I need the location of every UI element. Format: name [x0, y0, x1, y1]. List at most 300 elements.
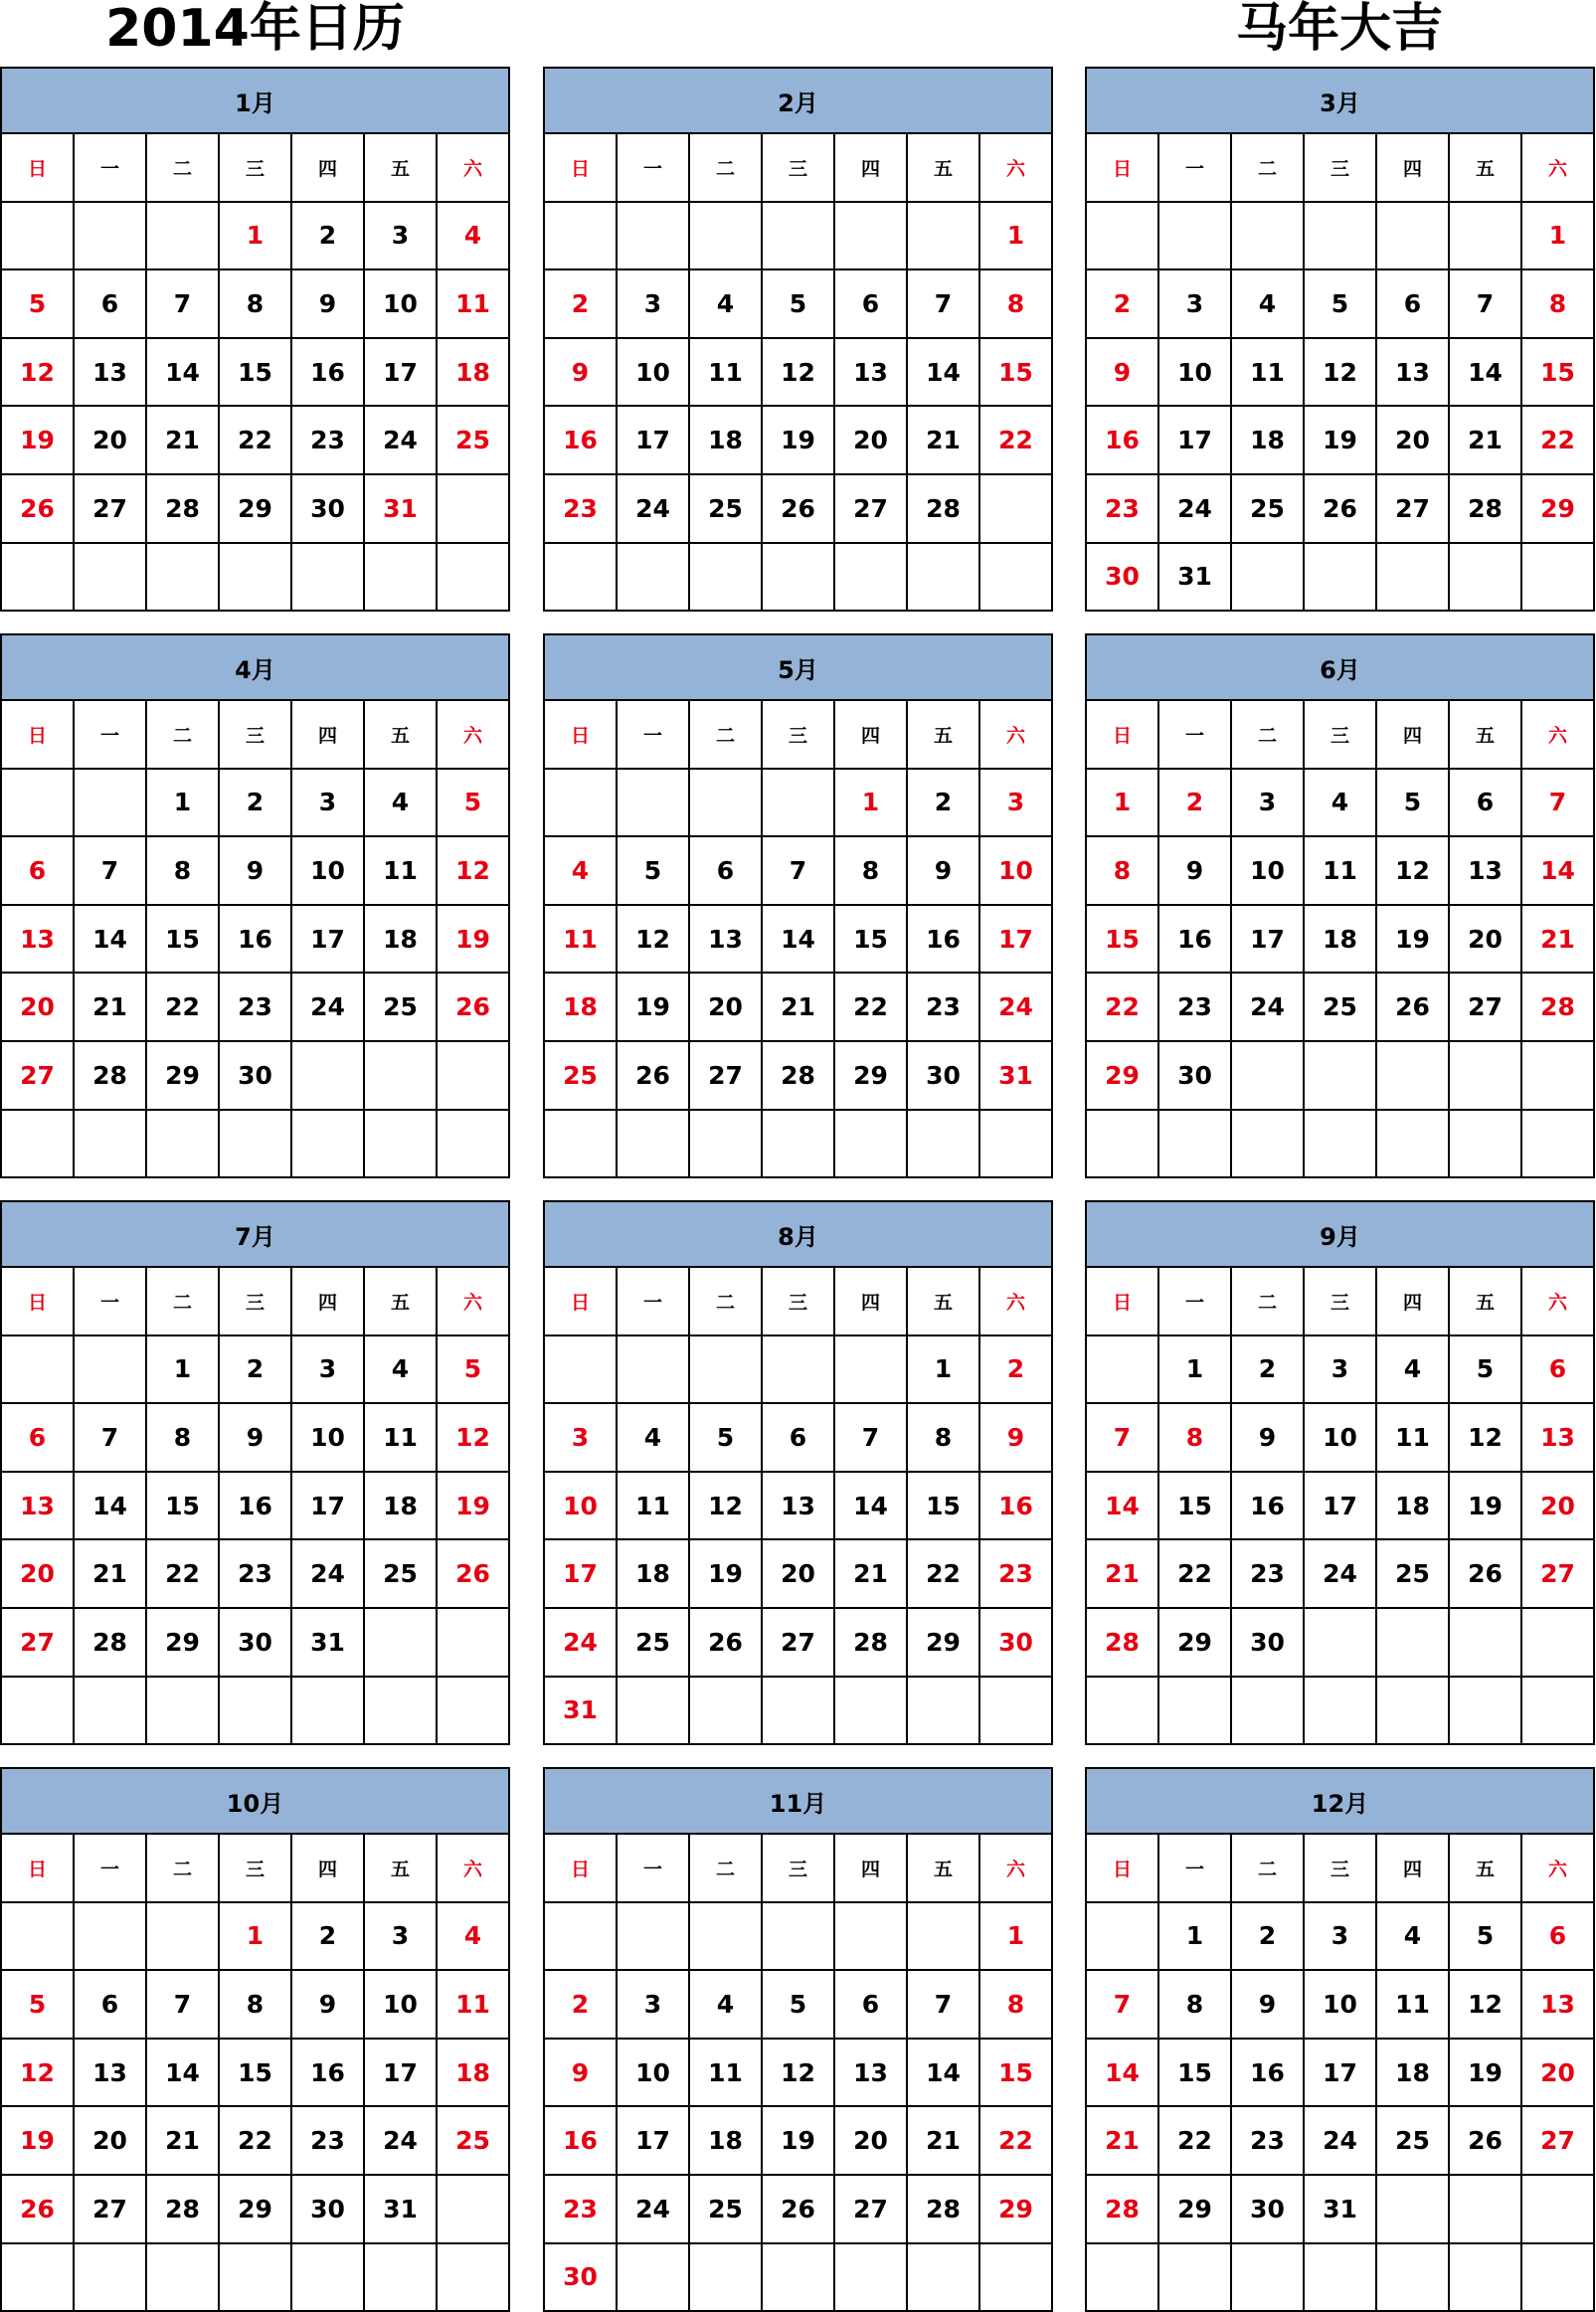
day-cell: 12: [1, 2039, 74, 2107]
day-cell: 4: [1376, 1902, 1449, 1971]
empty-day-cell: [1521, 1608, 1594, 1677]
week-row: [1086, 1970, 1594, 2039]
day-cell: 31: [364, 474, 437, 543]
month-grid: [1085, 1835, 1595, 2312]
month-10: [0, 1767, 510, 2300]
day-cell: 10: [1158, 338, 1231, 407]
empty-day-cell: [146, 2243, 219, 2312]
day-cell: 1: [834, 769, 907, 837]
day-cell: 16: [979, 1472, 1052, 1540]
day-cell: 27: [1449, 973, 1521, 1041]
weekday-label: 六: [437, 1268, 509, 1335]
day-cell: 11: [437, 269, 509, 338]
empty-day-cell: [1449, 1041, 1521, 1110]
week-row: [1086, 769, 1594, 837]
day-cell: 17: [1158, 406, 1231, 474]
day-cell: 21: [762, 973, 834, 1041]
week-row: [1086, 406, 1594, 474]
empty-day-cell: [1449, 1677, 1521, 1745]
month-header: 10月: [0, 1767, 510, 1835]
day-cell: 2: [544, 1970, 617, 2039]
day-cell: 8: [1521, 269, 1594, 338]
day-cell: 29: [219, 2175, 291, 2243]
month-header: 11月: [543, 1767, 1053, 1835]
weekday-label: 六: [437, 701, 509, 769]
day-cell: 27: [689, 1041, 762, 1110]
empty-day-cell: [762, 1110, 834, 1178]
empty-day-cell: [1376, 1608, 1449, 1677]
weekday-label: 三: [219, 134, 291, 202]
day-cell: 6: [1376, 269, 1449, 338]
day-cell: 1: [146, 1335, 219, 1404]
day-cell: 19: [762, 406, 834, 474]
empty-day-cell: [544, 202, 617, 270]
day-cell: 4: [617, 1403, 689, 1472]
weekday-header-row: [1086, 1835, 1594, 1902]
weekday-header-row: [544, 1268, 1052, 1335]
day-cell: 15: [219, 2039, 291, 2107]
day-cell: 1: [219, 1902, 291, 1971]
day-cell: 13: [1376, 338, 1449, 407]
week-row: [1, 1677, 509, 1745]
weekday-label: 五: [907, 1268, 979, 1335]
day-cell: 20: [834, 406, 907, 474]
empty-day-cell: [1231, 202, 1304, 270]
week-row: [1, 905, 509, 974]
day-cell: 18: [617, 1539, 689, 1608]
day-cell: 25: [689, 2175, 762, 2243]
day-cell: 27: [1, 1041, 74, 1110]
week-row: [1086, 1472, 1594, 1540]
day-cell: 22: [1158, 2106, 1231, 2175]
week-row: [1, 1902, 509, 1971]
day-cell: 1: [1158, 1335, 1231, 1404]
weekday-label: 六: [1521, 134, 1594, 202]
week-row: [1, 1539, 509, 1608]
day-cell: 21: [1521, 905, 1594, 974]
empty-day-cell: [1158, 2243, 1231, 2312]
week-row: [544, 269, 1052, 338]
day-cell: 5: [1449, 1902, 1521, 1971]
day-cell: 17: [617, 406, 689, 474]
empty-day-cell: [1158, 1110, 1231, 1178]
month-header: 3月: [1085, 67, 1595, 134]
day-cell: 18: [689, 2106, 762, 2175]
weekday-label: 四: [834, 701, 907, 769]
empty-day-cell: [617, 543, 689, 612]
day-cell: 25: [544, 1041, 617, 1110]
day-cell: 14: [1521, 836, 1594, 905]
month-9: [1085, 1200, 1595, 1733]
week-row: [1, 338, 509, 407]
weekday-label: 三: [762, 134, 834, 202]
day-cell: 22: [979, 2106, 1052, 2175]
empty-day-cell: [74, 769, 146, 837]
day-cell: 16: [1086, 406, 1158, 474]
day-cell: 12: [1, 338, 74, 407]
day-cell: 29: [907, 1608, 979, 1677]
day-cell: 7: [1086, 1403, 1158, 1472]
week-row: [1086, 836, 1594, 905]
day-cell: 14: [907, 2039, 979, 2107]
day-cell: 1: [1158, 1902, 1231, 1971]
day-cell: 30: [1158, 1041, 1231, 1110]
weekday-label: 一: [617, 134, 689, 202]
week-row: [544, 905, 1052, 974]
empty-day-cell: [1521, 1110, 1594, 1178]
day-cell: 14: [74, 905, 146, 974]
day-cell: 9: [219, 836, 291, 905]
day-cell: 8: [146, 1403, 219, 1472]
day-cell: 15: [1086, 905, 1158, 974]
day-cell: 18: [437, 338, 509, 407]
day-cell: 9: [979, 1403, 1052, 1472]
day-cell: 9: [544, 338, 617, 407]
day-cell: 2: [1231, 1902, 1304, 1971]
day-cell: 6: [74, 269, 146, 338]
empty-day-cell: [437, 2175, 509, 2243]
month-grid: [543, 1835, 1053, 2312]
day-cell: 15: [219, 338, 291, 407]
day-cell: 9: [1086, 338, 1158, 407]
day-cell: 29: [1086, 1041, 1158, 1110]
empty-day-cell: [1086, 202, 1158, 270]
day-cell: 13: [689, 905, 762, 974]
month-grid: [0, 1268, 510, 1745]
month-grid: [0, 134, 510, 612]
week-row: [1086, 338, 1594, 407]
empty-day-cell: [1, 769, 74, 837]
day-cell: 23: [291, 2106, 364, 2175]
empty-day-cell: [544, 543, 617, 612]
day-cell: 19: [437, 1472, 509, 1540]
empty-day-cell: [364, 1041, 437, 1110]
day-cell: 15: [979, 2039, 1052, 2107]
day-cell: 19: [1, 2106, 74, 2175]
empty-day-cell: [834, 2243, 907, 2312]
day-cell: 12: [437, 1403, 509, 1472]
weekday-label: 一: [1158, 134, 1231, 202]
empty-day-cell: [834, 202, 907, 270]
day-cell: 30: [219, 1608, 291, 1677]
weekday-label: 三: [219, 1268, 291, 1335]
day-cell: 13: [74, 338, 146, 407]
empty-day-cell: [979, 474, 1052, 543]
empty-day-cell: [437, 474, 509, 543]
day-cell: 6: [1, 836, 74, 905]
day-cell: 7: [762, 836, 834, 905]
day-cell: 22: [1521, 406, 1594, 474]
empty-day-cell: [762, 1677, 834, 1745]
weekday-label: 三: [762, 1268, 834, 1335]
day-cell: 30: [907, 1041, 979, 1110]
day-cell: 28: [146, 474, 219, 543]
day-cell: 4: [689, 269, 762, 338]
day-cell: 10: [1231, 836, 1304, 905]
weekday-label: 日: [544, 701, 617, 769]
day-cell: 27: [1521, 1539, 1594, 1608]
day-cell: 21: [1086, 1539, 1158, 1608]
day-cell: 10: [291, 836, 364, 905]
empty-day-cell: [762, 1335, 834, 1404]
empty-day-cell: [689, 2243, 762, 2312]
empty-day-cell: [219, 1677, 291, 1745]
day-cell: 17: [979, 905, 1052, 974]
day-cell: 24: [291, 1539, 364, 1608]
day-cell: 16: [1231, 2039, 1304, 2107]
day-cell: 21: [907, 2106, 979, 2175]
day-cell: 22: [146, 973, 219, 1041]
day-cell: 13: [834, 338, 907, 407]
weekday-label: 五: [364, 1835, 437, 1902]
day-cell: 19: [617, 973, 689, 1041]
week-row: [1, 2243, 509, 2312]
day-cell: 19: [1449, 2039, 1521, 2107]
day-cell: 14: [1449, 338, 1521, 407]
day-cell: 26: [762, 474, 834, 543]
empty-day-cell: [979, 1677, 1052, 1745]
day-cell: 11: [364, 1403, 437, 1472]
day-cell: 3: [291, 769, 364, 837]
weekday-label: 二: [146, 1268, 219, 1335]
empty-day-cell: [544, 1110, 617, 1178]
month-header: 7月: [0, 1200, 510, 1268]
day-cell: 4: [437, 1902, 509, 1971]
day-cell: 11: [689, 338, 762, 407]
day-cell: 18: [689, 406, 762, 474]
weekday-label: 四: [291, 701, 364, 769]
day-cell: 28: [907, 2175, 979, 2243]
day-cell: 17: [617, 2106, 689, 2175]
day-cell: 14: [762, 905, 834, 974]
day-cell: 28: [1086, 1608, 1158, 1677]
day-cell: 10: [1304, 1403, 1376, 1472]
week-row: [1, 973, 509, 1041]
day-cell: 7: [146, 1970, 219, 2039]
day-cell: 25: [437, 2106, 509, 2175]
weekday-label: 六: [1521, 1268, 1594, 1335]
day-cell: 18: [1304, 905, 1376, 974]
day-cell: 3: [1231, 769, 1304, 837]
week-row: [1086, 1041, 1594, 1110]
day-cell: 13: [1, 905, 74, 974]
empty-day-cell: [689, 1902, 762, 1971]
day-cell: 26: [617, 1041, 689, 1110]
day-cell: 20: [1449, 905, 1521, 974]
weekday-label: 四: [834, 1268, 907, 1335]
weekday-label: 四: [834, 1835, 907, 1902]
day-cell: 24: [979, 973, 1052, 1041]
empty-day-cell: [364, 2243, 437, 2312]
weekday-label: 二: [1231, 701, 1304, 769]
day-cell: 30: [291, 474, 364, 543]
day-cell: 23: [907, 973, 979, 1041]
day-cell: 7: [1449, 269, 1521, 338]
empty-day-cell: [364, 1110, 437, 1178]
day-cell: 9: [291, 1970, 364, 2039]
day-cell: 2: [219, 1335, 291, 1404]
day-cell: 26: [1, 2175, 74, 2243]
day-cell: 26: [437, 1539, 509, 1608]
empty-day-cell: [979, 1110, 1052, 1178]
day-cell: 30: [979, 1608, 1052, 1677]
greeting-title: 马年大吉: [1235, 0, 1443, 59]
day-cell: 12: [437, 836, 509, 905]
weekday-label: 四: [1376, 134, 1449, 202]
weekday-label: 六: [1521, 701, 1594, 769]
day-cell: 10: [617, 338, 689, 407]
day-cell: 14: [1086, 2039, 1158, 2107]
empty-day-cell: [291, 1677, 364, 1745]
day-cell: 15: [834, 905, 907, 974]
day-cell: 20: [1376, 406, 1449, 474]
weekday-label: 五: [364, 134, 437, 202]
month-7: [0, 1200, 510, 1733]
weekday-label: 日: [544, 1835, 617, 1902]
weekday-label: 五: [1449, 1268, 1521, 1335]
empty-day-cell: [617, 1902, 689, 1971]
empty-day-cell: [74, 1677, 146, 1745]
day-cell: 13: [1449, 836, 1521, 905]
day-cell: 25: [1376, 2106, 1449, 2175]
weekday-label: 五: [907, 701, 979, 769]
day-cell: 3: [544, 1403, 617, 1472]
week-row: [1, 543, 509, 612]
empty-day-cell: [1449, 1608, 1521, 1677]
day-cell: 5: [1449, 1335, 1521, 1404]
day-cell: 6: [689, 836, 762, 905]
month-6: [1085, 633, 1595, 1166]
weekday-label: 日: [544, 1268, 617, 1335]
day-cell: 3: [1158, 269, 1231, 338]
day-cell: 18: [437, 2039, 509, 2107]
day-cell: 9: [1231, 1403, 1304, 1472]
day-cell: 6: [1, 1403, 74, 1472]
day-cell: 18: [1376, 1472, 1449, 1540]
weekday-label: 三: [1304, 134, 1376, 202]
month-12: [1085, 1767, 1595, 2300]
day-cell: 28: [834, 1608, 907, 1677]
empty-day-cell: [1521, 543, 1594, 612]
week-row: [544, 2175, 1052, 2243]
day-cell: 1: [979, 1902, 1052, 1971]
empty-day-cell: [617, 1110, 689, 1178]
weekday-label: 一: [617, 701, 689, 769]
week-row: [1086, 2175, 1594, 2243]
day-cell: 2: [291, 202, 364, 270]
week-row: [1086, 2039, 1594, 2107]
day-cell: 21: [74, 1539, 146, 1608]
week-row: [544, 202, 1052, 270]
day-cell: 20: [1521, 1472, 1594, 1540]
day-cell: 13: [834, 2039, 907, 2107]
empty-day-cell: [689, 543, 762, 612]
day-cell: 11: [1376, 1403, 1449, 1472]
week-row: [1086, 2243, 1594, 2312]
day-cell: 19: [437, 905, 509, 974]
day-cell: 28: [74, 1041, 146, 1110]
empty-day-cell: [74, 543, 146, 612]
empty-day-cell: [617, 1335, 689, 1404]
weekday-label: 一: [74, 1835, 146, 1902]
month-grid: [543, 701, 1053, 1178]
day-cell: 24: [617, 2175, 689, 2243]
day-cell: 25: [1304, 973, 1376, 1041]
day-cell: 28: [1521, 973, 1594, 1041]
day-cell: 22: [1086, 973, 1158, 1041]
empty-day-cell: [437, 1041, 509, 1110]
day-cell: 21: [146, 2106, 219, 2175]
week-row: [1, 1403, 509, 1472]
empty-day-cell: [1231, 543, 1304, 612]
empty-day-cell: [689, 769, 762, 837]
weekday-label: 二: [146, 134, 219, 202]
week-row: [1, 1041, 509, 1110]
empty-day-cell: [1158, 1677, 1231, 1745]
day-cell: 31: [544, 1677, 617, 1745]
day-cell: 19: [689, 1539, 762, 1608]
empty-day-cell: [544, 1335, 617, 1404]
empty-day-cell: [1, 543, 74, 612]
day-cell: 27: [1521, 2106, 1594, 2175]
day-cell: 5: [617, 836, 689, 905]
empty-day-cell: [762, 202, 834, 270]
weekday-label: 一: [1158, 1268, 1231, 1335]
day-cell: 29: [834, 1041, 907, 1110]
day-cell: 18: [364, 1472, 437, 1540]
day-cell: 30: [544, 2243, 617, 2312]
empty-day-cell: [1304, 1677, 1376, 1745]
empty-day-cell: [907, 202, 979, 270]
weekday-label: 一: [74, 1268, 146, 1335]
day-cell: 8: [1086, 836, 1158, 905]
week-row: [544, 1335, 1052, 1404]
week-row: [1086, 1403, 1594, 1472]
empty-day-cell: [1086, 1335, 1158, 1404]
weekday-header-row: [544, 1835, 1052, 1902]
empty-day-cell: [219, 543, 291, 612]
empty-day-cell: [364, 1677, 437, 1745]
empty-day-cell: [1304, 1041, 1376, 1110]
empty-day-cell: [834, 1335, 907, 1404]
weekday-header-row: [544, 134, 1052, 202]
empty-day-cell: [834, 1110, 907, 1178]
empty-day-cell: [364, 543, 437, 612]
day-cell: 7: [146, 269, 219, 338]
day-cell: 10: [1304, 1970, 1376, 2039]
empty-day-cell: [1304, 543, 1376, 612]
day-cell: 4: [544, 836, 617, 905]
empty-day-cell: [834, 1902, 907, 1971]
day-cell: 11: [689, 2039, 762, 2107]
weekday-label: 一: [617, 1835, 689, 1902]
month-header: 1月: [0, 67, 510, 134]
empty-day-cell: [907, 2243, 979, 2312]
day-cell: 22: [907, 1539, 979, 1608]
day-cell: 29: [219, 474, 291, 543]
day-cell: 27: [1, 1608, 74, 1677]
day-cell: 29: [1158, 1608, 1231, 1677]
day-cell: 24: [1158, 474, 1231, 543]
day-cell: 23: [291, 406, 364, 474]
day-cell: 8: [834, 836, 907, 905]
day-cell: 20: [1, 973, 74, 1041]
day-cell: 7: [907, 1970, 979, 2039]
day-cell: 25: [364, 973, 437, 1041]
day-cell: 18: [1231, 406, 1304, 474]
day-cell: 23: [219, 1539, 291, 1608]
weekday-label: 五: [1449, 701, 1521, 769]
